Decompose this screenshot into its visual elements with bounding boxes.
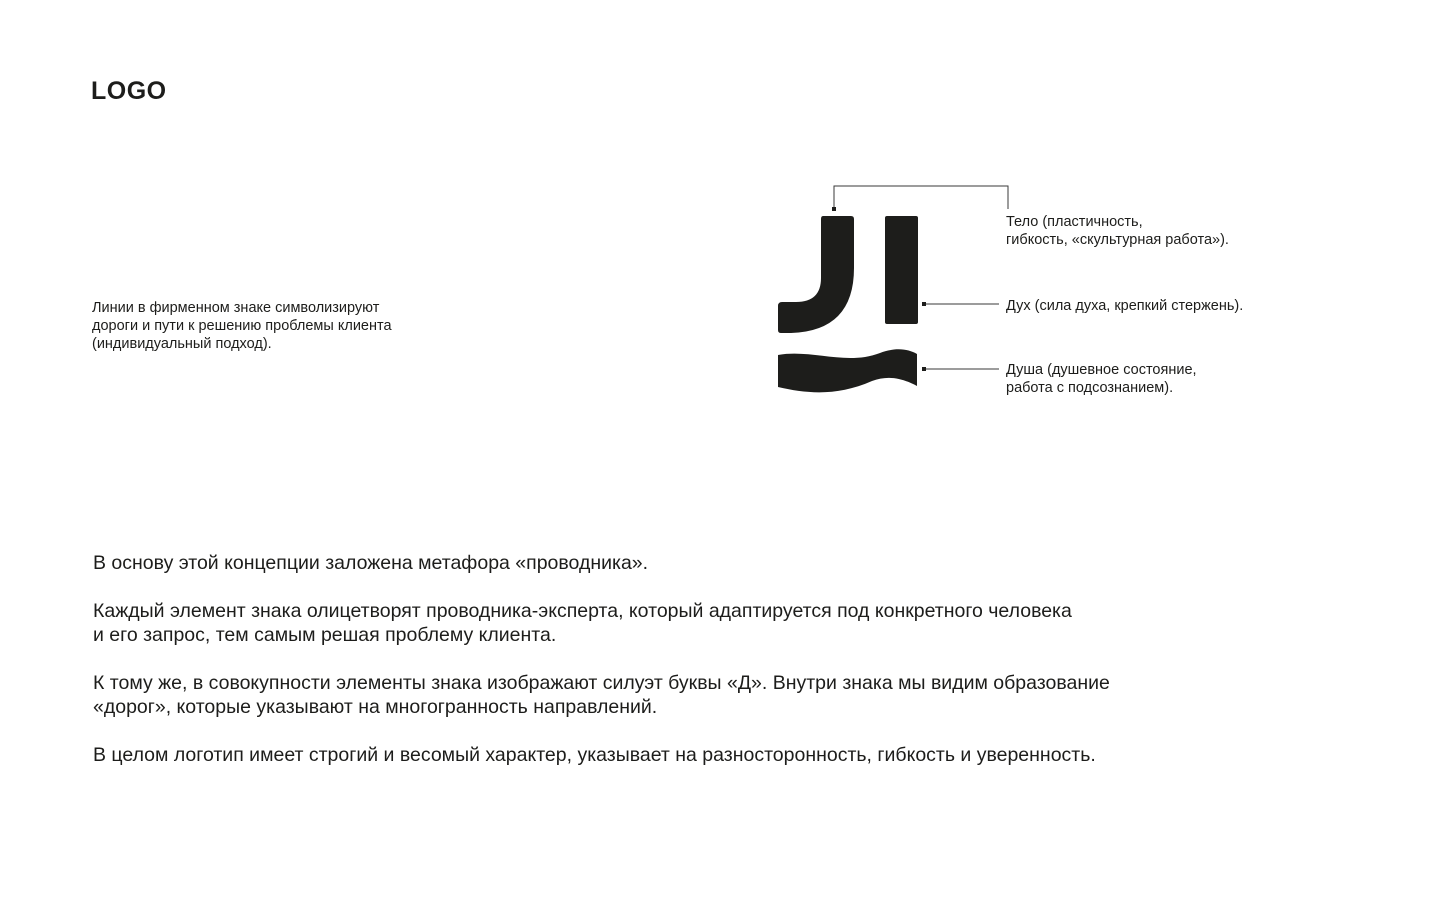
logo-spirit-shape <box>885 216 918 324</box>
concept-paragraph <box>93 599 1343 647</box>
label-line: гибкость, «скультурная работа»). <box>1006 232 1229 248</box>
label-soul <box>1006 361 1197 397</box>
concept-paragraph <box>93 551 1343 575</box>
logo-soul-shape <box>778 349 917 392</box>
body-leader-dot <box>832 207 836 211</box>
label-line: Душа (душевное состояние, <box>1006 362 1197 378</box>
label-line: Дух (сила духа, крепкий стержень). <box>1006 298 1244 314</box>
soul-leader-dot <box>922 367 926 371</box>
concept-line: В целом логотип имеет строгий и весомый характер, указывает на разносторонность, гибкость и уверенность. <box>93 744 1096 766</box>
concept-line: Каждый элемент знака олицетворят проводника-эксперта, который адаптируется под конкретного человека <box>93 600 1072 622</box>
concept-paragraph <box>93 743 1343 767</box>
concept-line: К тому же, в совокупности элементы знака изображают силуэт буквы «Д». Внутри знака мы видим образование <box>93 672 1110 694</box>
note-line: Линии в фирменном знаке символизируют <box>92 300 380 316</box>
label-line: работа с подсознанием). <box>1006 380 1174 396</box>
label-line: Тело (пластичность, <box>1006 214 1143 230</box>
concept-paragraph <box>93 671 1343 719</box>
note-line: дороги и пути к решению проблемы клиента <box>92 318 392 334</box>
logo-body-shape <box>778 216 854 333</box>
note-line: (индивидуальный подход). <box>92 336 272 352</box>
page-title: LOGO <box>91 77 167 105</box>
concept-line: «дорог», которые указывают на многогранность направлений. <box>93 696 658 718</box>
label-spirit <box>1006 297 1243 315</box>
concept-line: В основу этой концепции заложена метафора «проводника». <box>93 552 649 574</box>
spirit-leader-dot <box>922 302 926 306</box>
body-leader-line <box>834 186 1008 210</box>
label-body <box>1006 213 1229 249</box>
concept-line: и его запрос, тем самым решая проблему клиента. <box>93 624 557 646</box>
concept-description <box>93 551 1343 791</box>
